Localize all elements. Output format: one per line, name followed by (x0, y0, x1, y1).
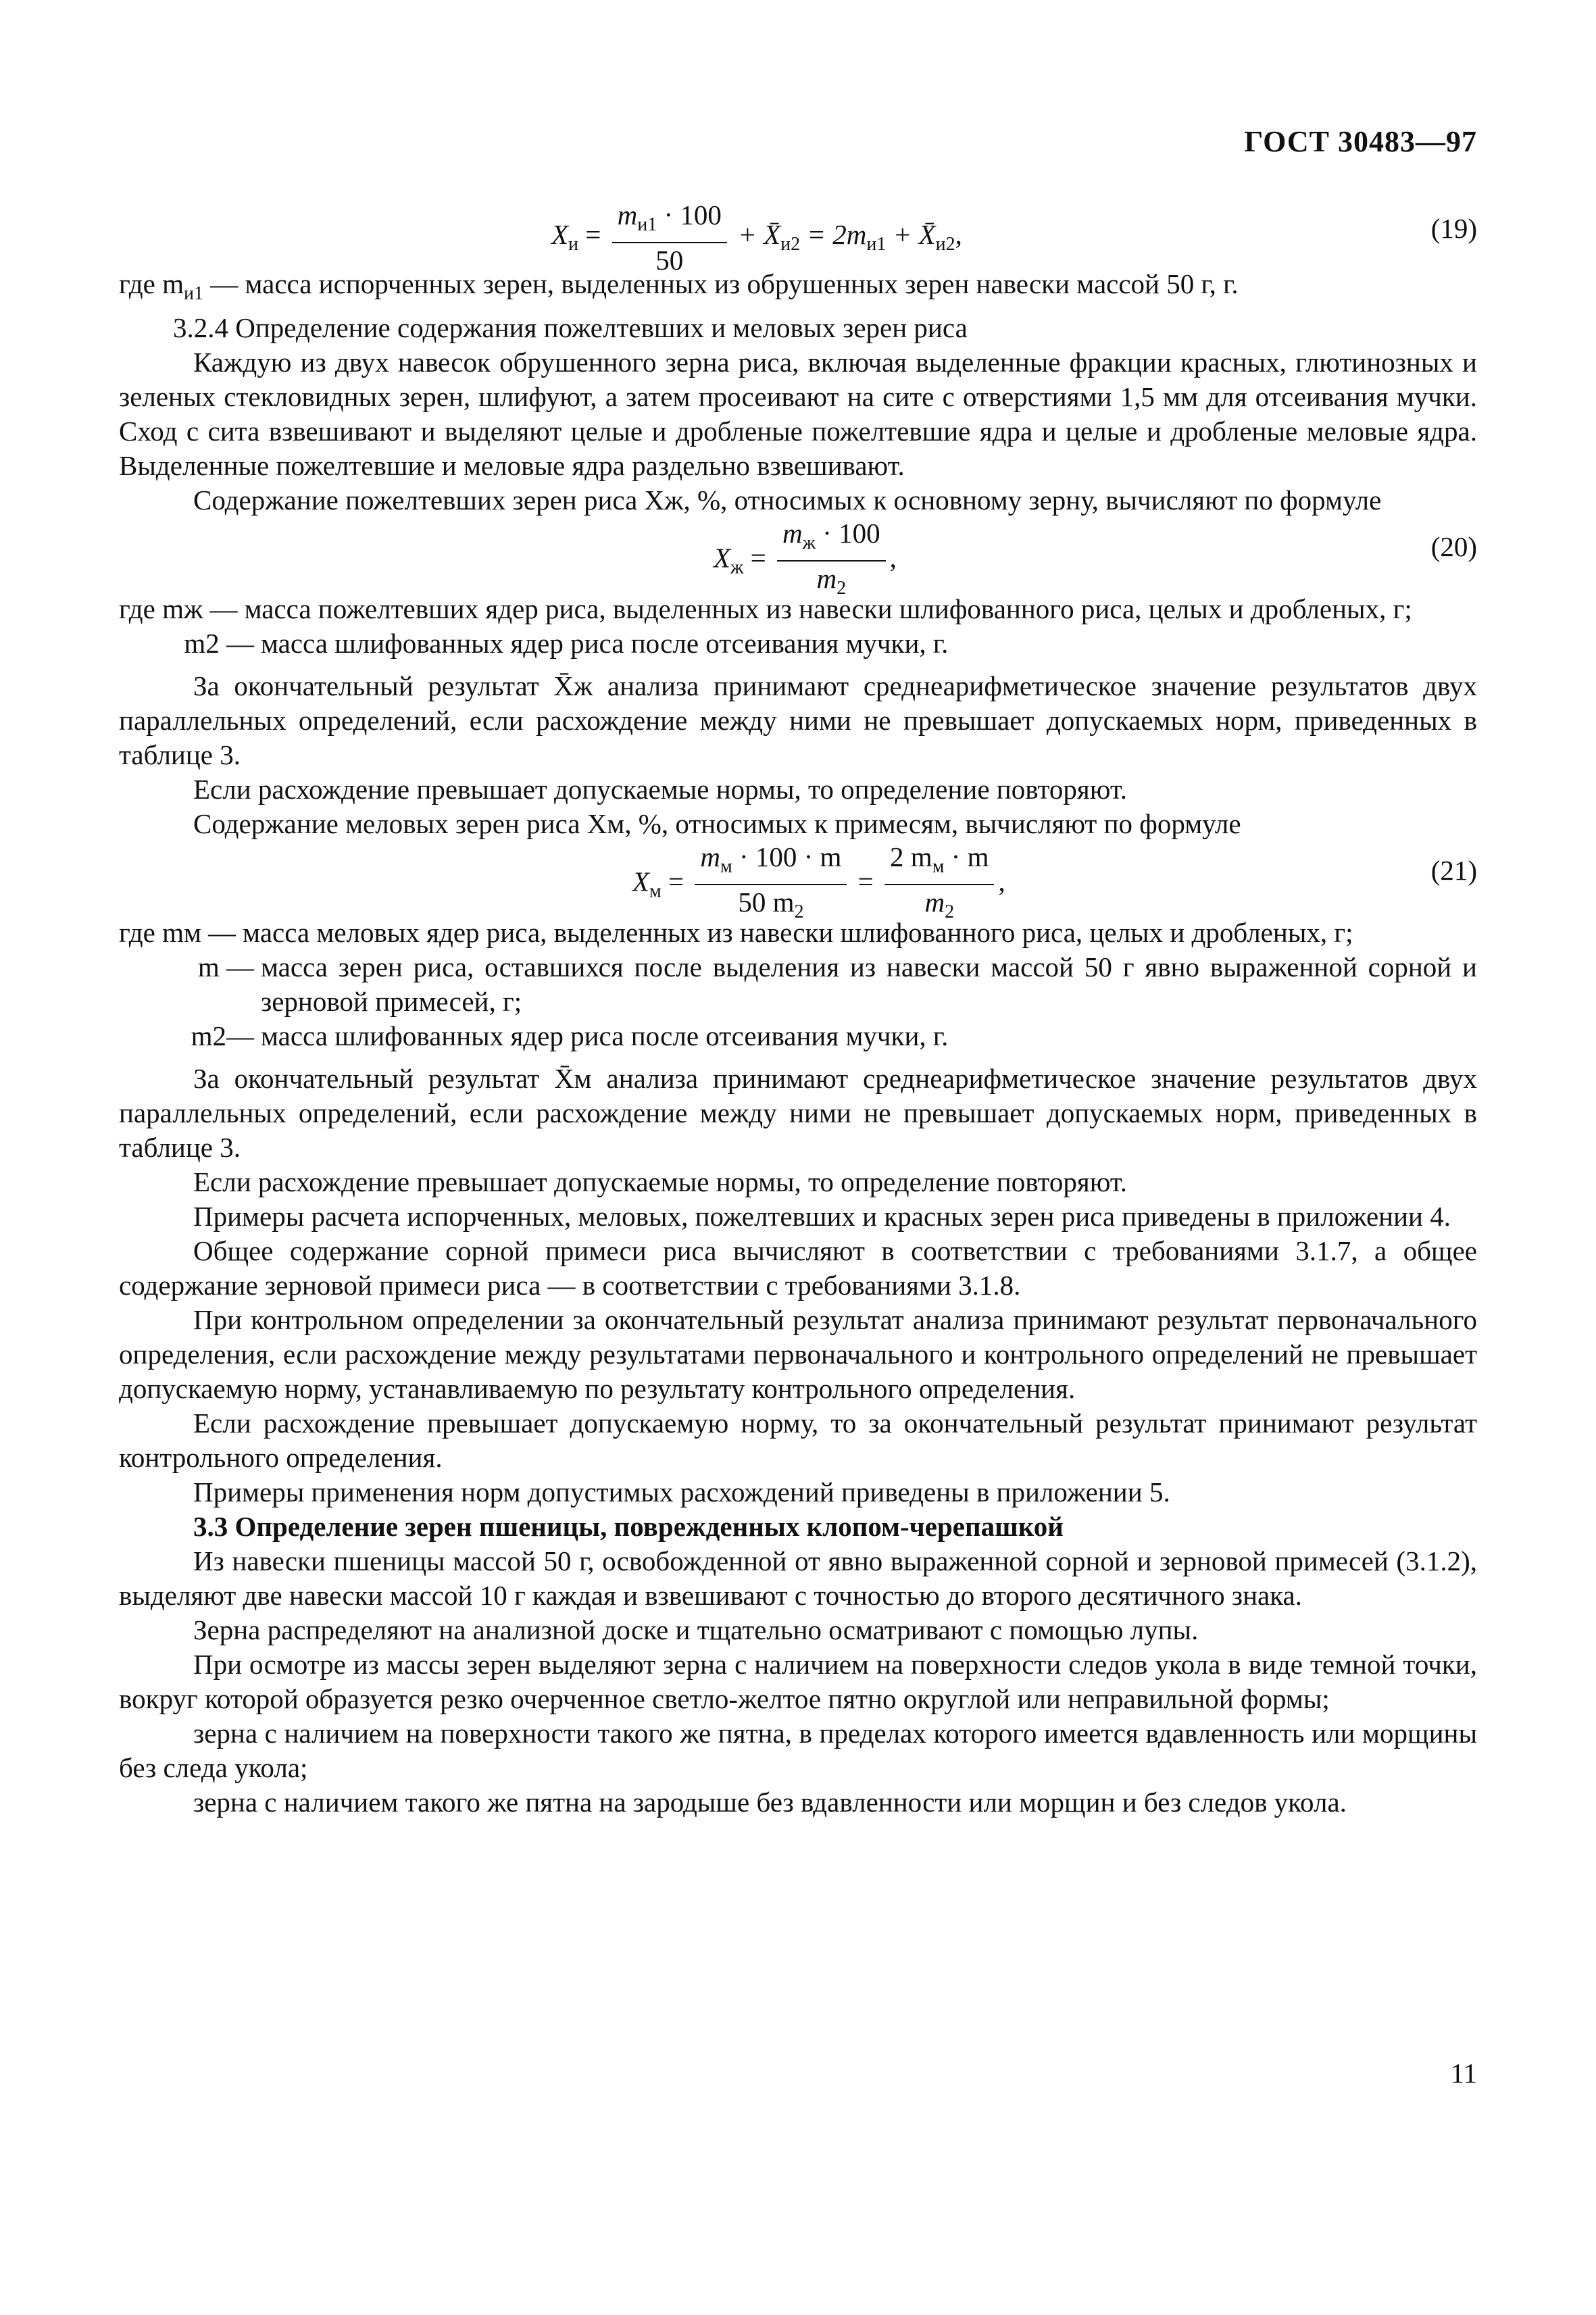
definition-term: m2— (191, 1020, 254, 1051)
formula-20-num-tail: · 100 (816, 518, 880, 549)
formula-19-rhs2-sub: и1 (866, 233, 887, 255)
paragraph-final-chalk: За окончательный результат X̄м анализа принимают среднеарифметическое значение результатов двух параллельных определений, если расхождение между ними не превышает допускаемых норм, приведенных в таблице 3. (119, 1063, 1477, 1163)
formula-21-num2: 2 m (890, 841, 932, 872)
formula-21-num2-tail: · m (944, 841, 989, 872)
formula-19-rhs-sub: и2 (780, 233, 801, 255)
definitions-21 (119, 916, 1477, 1053)
formula-21-lhs-sub: м (649, 880, 662, 902)
page-content (119, 199, 1477, 1820)
paragraph-appendix-5: Примеры применения норм допустимых расхождений приведены в приложении 5. (193, 1476, 1170, 1508)
formula-20-num-sub: ж (802, 532, 816, 553)
paragraph-board: Зерна распределяют на анализной доске и тщательно осматривают с помощью лупы. (193, 1614, 1199, 1645)
formula-19-fraction (612, 199, 727, 276)
definition-item (119, 950, 1477, 1019)
formula-21-tail: , (998, 866, 1005, 897)
definition-term: m — (197, 951, 254, 982)
formula-21-num1-sub: м (720, 856, 732, 877)
definition-desc: масса пожелтевших ядер риса, выделенных из навески шлифованного риса, целых и дробленых, г; (244, 593, 1412, 624)
formula-20-lhs: X (714, 542, 731, 574)
paragraph-spot: зерна с наличием на поверхности такого же пятна, в пределах которого имеется вдавленность или морщины без следа укола; (119, 1718, 1477, 1783)
formula-20-fraction (777, 518, 886, 604)
definition-desc: масса зерен риса, оставшихся после выделения из навески массой 50 г явно выраженной сорной и зерновой примесей, г; (261, 951, 1477, 1017)
formula-21-num1-tail: · 100 · m (732, 841, 842, 872)
section-3-3-heading: 3.3 Определение зерен пшеницы, поврежденных клопом-черепашкой (193, 1511, 1064, 1542)
section-3-2-4-heading: 3.2.4 Определение содержания пожелтевших и меловых зерен риса (173, 312, 968, 343)
formula-21-den2-sub: 2 (945, 901, 955, 922)
formula-19-rhs2: = 2m (800, 218, 867, 250)
formula-19-lhs: X (551, 218, 569, 250)
formula-20-den-sub: 2 (837, 578, 847, 599)
formula-21-fraction-1 (695, 841, 847, 928)
definition-19-text: — масса испорченных зерен, выделенных из обрушенных зерен навески массой 50 г, г. (203, 268, 1239, 299)
formula-21-lhs: X (632, 866, 650, 897)
paragraph-total: Общее содержание сорной примеси риса вычисляют в соответствии с требованиями 3.1.7, а общее содержание зерновой примеси риса — в соответствии с требованиями 3.1.8. (119, 1235, 1477, 1301)
formula-19-rhs3: + X̄ (886, 218, 936, 250)
definition-desc: масса шлифованных ядер риса после отсеивания мучки, г. (261, 628, 949, 659)
paragraph-control: При контрольном определении за окончательный результат анализа принимают результат первоначального определения, если расхождение между результатами первоначального и контрольного определений не превышает допускаемую норму, устанавливаемую по результату контрольного определения. (119, 1304, 1477, 1404)
paragraph-chalk-content: Содержание меловых зерен риса Xм, %, относимых к примесям, вычисляют по формуле (193, 808, 1241, 839)
formula-21-expression: $X_м$ = $\frac{m_м \cdot 100 \cdot m}{50 m_2}$ = $\frac{2 m_м \cdot m}{m_2}$ , (632, 841, 1005, 928)
formula-21-num1: m (700, 841, 720, 872)
paragraph-inspect: При осмотре из массы зерен выделяют зерна с наличием на поверхности следов укола в виде темной точки, вокруг которой образуется резко очерченное светло-желтое пятно округлой или неправильной формы; (119, 1649, 1477, 1714)
definition-term: m2 — (184, 628, 254, 659)
formula-21-den1: 50 m (738, 887, 795, 918)
definition-desc: масса шлифованных ядер риса после отсеивания мучки, г. (261, 1020, 949, 1051)
formula-20-tail: , (889, 542, 897, 574)
formula-20-num: m (782, 518, 803, 549)
formula-21-equals: = (851, 866, 881, 897)
formula-19-tail: , (955, 218, 962, 250)
formula-19-den: 50 (655, 245, 684, 276)
formula-19-lhs-sub: и (568, 233, 579, 255)
formula-19-number: (19) (1430, 213, 1477, 244)
definition-19-sub: и1 (183, 283, 203, 304)
paragraph-yellow-content: Содержание пожелтевших зерен риса Xж, %, относимых к основному зерну, вычисляют по формуле (193, 484, 1382, 516)
formula-19-num-tail: · 100 (657, 199, 722, 230)
paragraph-polish: Каждую из двух навесок обрушенного зерна риса, включая выделенные фракции красных, глютинозных и зеленых стекловидных зерен, шлифуют, а затем просеивают на сите с отверстиями 1,5 мм для отсеивания мучки. Сход с сита взвешивают и выделяют целые и дробленые пожелтевшие ядра и целые и дробленые меловые ядра. Выделенные пожелтевшие и меловые ядра раздельно взвешивают. (119, 347, 1477, 481)
definition-19-term: где m (119, 268, 184, 299)
formula-21-num2-sub: м (932, 856, 945, 877)
paragraph-repeat-2: Если расхождение превышает допускаемые нормы, то определение повторяют. (193, 1166, 1127, 1197)
formula-21 (119, 841, 1477, 922)
formula-20-lhs-sub: ж (730, 557, 744, 578)
paragraph-germ: зерна с наличием такого же пятна на зародыше без вдавленности или морщин и без следов укола. (193, 1787, 1347, 1818)
paragraph-examples: Примеры расчета испорченных, меловых, пожелтевших и красных зерен риса приведены в приложении 4. (193, 1201, 1451, 1232)
page-header: ГОСТ 30483—97 (1244, 125, 1477, 158)
formula-19-rhs3-sub: и2 (935, 233, 955, 255)
formula-19-rhs: + X̄ (738, 218, 781, 250)
definition-term: где mж — (119, 593, 238, 624)
formula-21-number: (21) (1430, 855, 1477, 886)
paragraph-control-2: Если расхождение превышает допускаемую норму, то за окончательный результат принимают результат контрольного определения. (119, 1408, 1477, 1473)
definition-item (119, 1019, 1477, 1053)
paragraph-sample: Из навески пшеницы массой 50 г, освобожденной от явно выраженной сорной и зерновой примесей (3.1.2), выделяют две навески массой 10 г каждая и взвешивают с точностью до второго десятичного знака. (119, 1545, 1477, 1611)
formula-21-den1-sub: 2 (794, 901, 804, 922)
formula-19-expression: $X_и$ = $\frac{m_{и1} \cdot 100}{50}$ + $X̄_{и2} = 2m_{и1}$ + $X̄_{и2}$, (551, 199, 962, 276)
definition-term: где mм — (119, 917, 236, 948)
paragraph-repeat-1: Если расхождение превышает допускаемые нормы, то определение повторяют. (193, 774, 1127, 805)
formula-19 (119, 199, 1477, 276)
definition-item (119, 626, 1477, 661)
paragraph-final-yellow: За окончательный результат X̄ж анализа принимают среднеарифметическое значение результатов двух параллельных определений, если расхождение между ними не превышает допускаемых норм, приведенных в таблице 3. (119, 670, 1477, 770)
formula-20-den: m (816, 563, 837, 594)
formula-20-number: (20) (1430, 531, 1477, 562)
page-number: 11 (1450, 2058, 1477, 2089)
formula-21-den2: m (924, 887, 945, 918)
formula-20 (119, 518, 1477, 599)
formula-19-num: m (617, 199, 638, 230)
formula-19-num-sub: и1 (637, 214, 657, 235)
definition-desc: масса меловых ядер риса, выделенных из навески шлифованного риса, целых и дробленых, г; (243, 917, 1353, 948)
formula-20-expression: $X_ж$ = $\frac{m_ж \cdot 100}{m_2}$ , (714, 518, 897, 604)
formula-21-fraction-2 (884, 841, 994, 928)
